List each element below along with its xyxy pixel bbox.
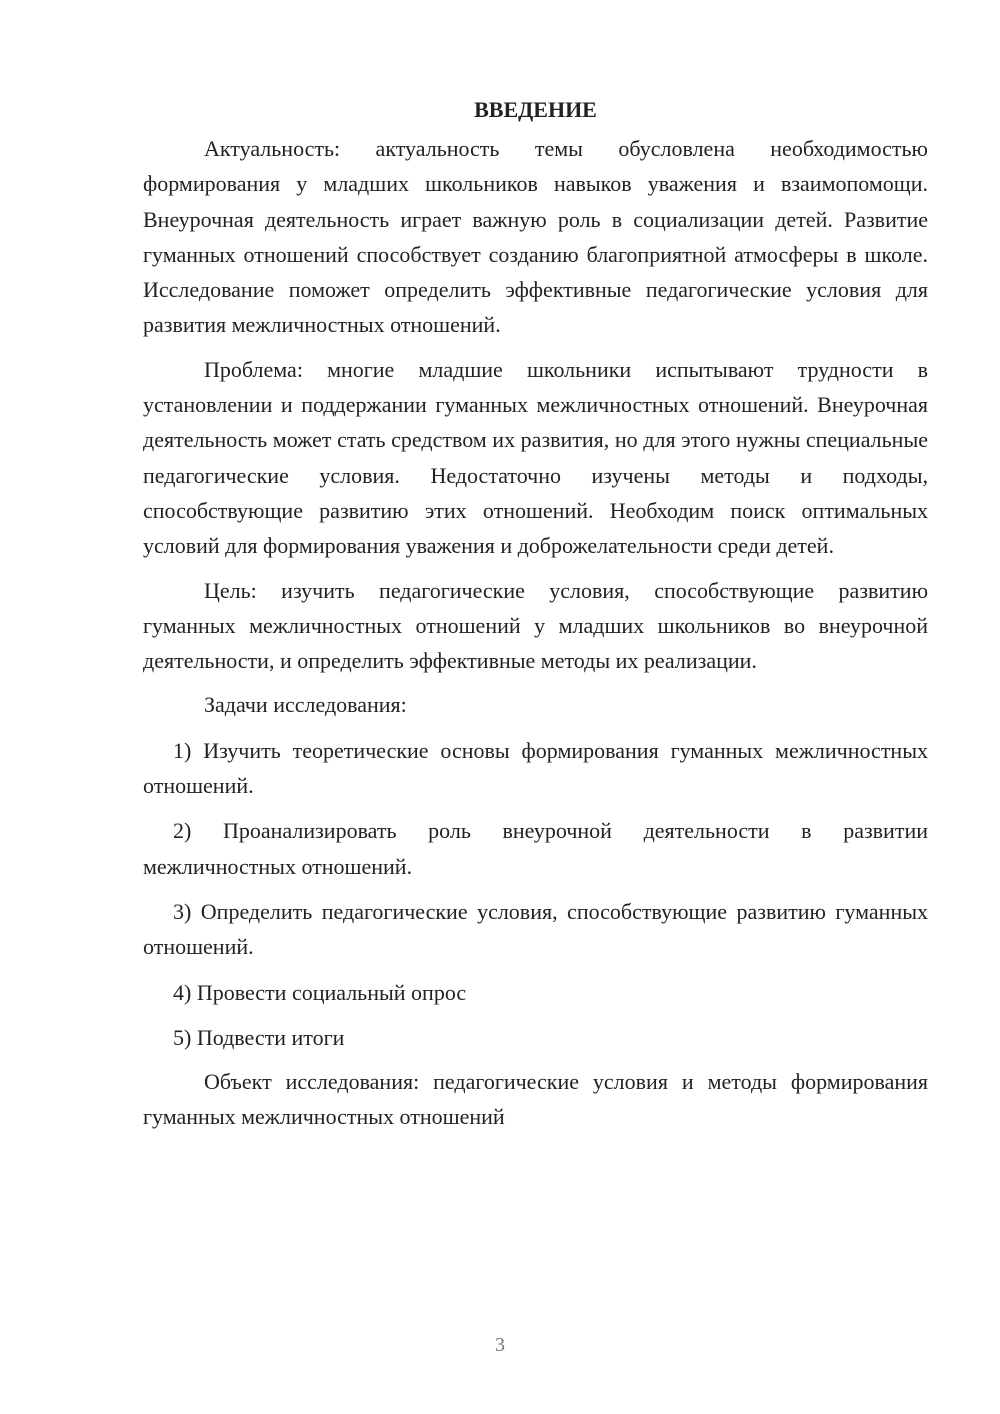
- task-item-5: 5) Подвести итоги: [173, 1024, 345, 1050]
- problem-paragraph: Проблема: многие младшие школьники испытывают трудности в установлении и поддержании гуманных межличностных отношений. Внеурочная деятельность может стать средством их развития, но для этого нужны специальные педагогические условия. Недостаточно изучены методы и подходы, способствующие развитию этих отношений. Необходим поиск оптимальных условий для формирования уважения и доброжелательности среди детей.: [143, 356, 928, 559]
- task-item-2: 2) Проанализировать роль внеурочной деятельности в развитии межличностных отношений.: [143, 818, 928, 879]
- section-title: ВВЕДЕНИЕ: [474, 97, 597, 122]
- relevance-paragraph: Актуальность: актуальность темы обусловлена необходимостью формирования у младших школьников навыков уважения и взаимопомощи. Внеурочная деятельность играет важную роль в социализации детей. Развитие гуманных отношений способствует созданию благоприятной атмосферы в школе. Исследование поможет определить эффективные педагогические условия для развития межличностных отношений.: [143, 136, 928, 338]
- goal-paragraph: Цель: изучить педагогические условия, способствующие развитию гуманных межличностных отношений у младших школьников во внеурочной деятельности, и определить эффективные методы их реализации.: [143, 577, 928, 674]
- task-item-3: 3) Определить педагогические условия, способствующие развитию гуманных отношений.: [143, 898, 928, 960]
- tasks-heading: Задачи исследования:: [204, 692, 407, 718]
- page-content: [143, 92, 928, 1135]
- task-item-4: 4) Провести социальный опрос: [173, 979, 467, 1005]
- task-item-1: 1) Изучить теоретические основы формирования гуманных межличностных отношений.: [143, 737, 928, 799]
- object-paragraph: Объект исследования: педагогические условия и методы формирования гуманных межличностных отношений: [143, 1069, 928, 1130]
- page-number: 3: [495, 1334, 505, 1356]
